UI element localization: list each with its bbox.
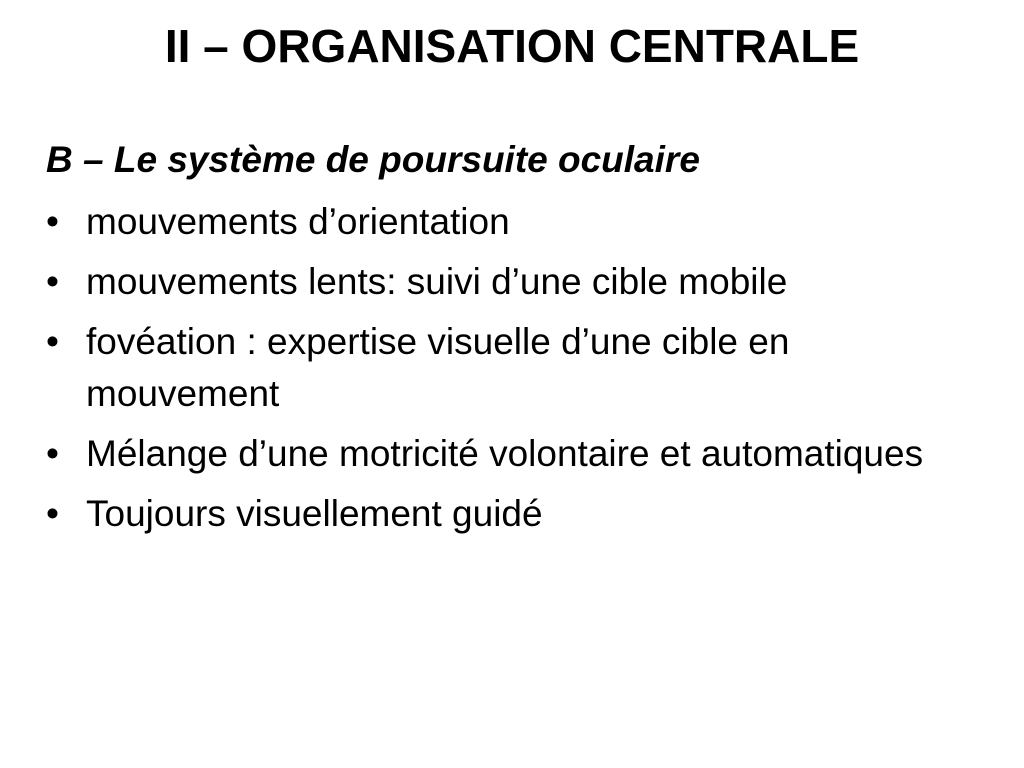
section-subtitle: B – Le système de poursuite oculaire (46, 139, 700, 180)
list-item-text: Mélange d’une motricité volontaire et automatiques (86, 433, 924, 474)
list-item (46, 316, 986, 420)
list-item (46, 428, 986, 480)
bullet-icon: • (46, 261, 59, 302)
list-item-text: fovéation : expertise visuelle d’une cible en mouvement (86, 321, 790, 414)
list-item (46, 256, 986, 308)
list-item (46, 488, 986, 540)
slide-title: II – ORGANISATION CENTRALE (164, 20, 860, 72)
bullet-icon: • (46, 201, 59, 242)
bullet-icon: • (46, 321, 59, 362)
list-item-text: mouvements lents: suivi d’une cible mobile (86, 261, 788, 302)
bullet-icon: • (46, 433, 59, 474)
list-item-text: mouvements d’orientation (86, 201, 510, 242)
bullet-icon: • (46, 493, 59, 534)
list-item (46, 196, 986, 248)
bullet-list (46, 196, 986, 548)
list-item-text: Toujours visuellement guidé (86, 493, 543, 534)
